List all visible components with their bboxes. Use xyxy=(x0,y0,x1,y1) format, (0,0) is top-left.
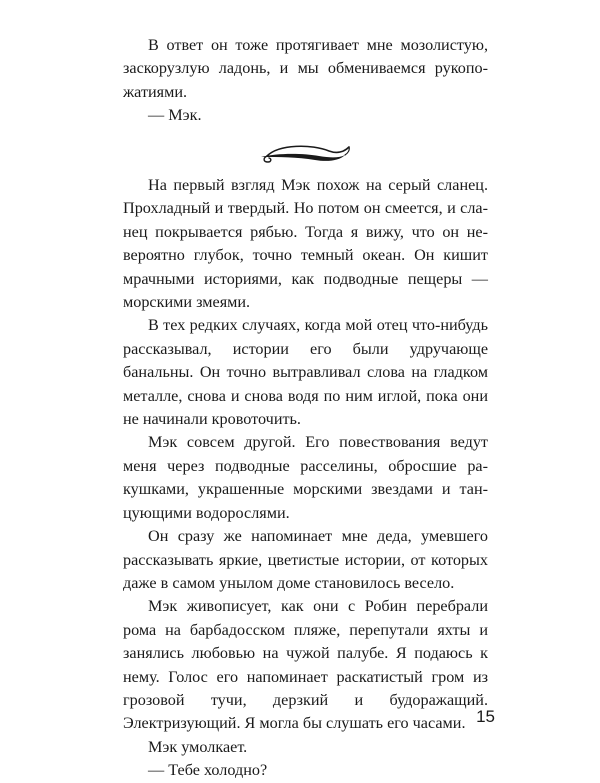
paragraph: В ответ он тоже протягивает мне мозолистую, заскорузлую ладонь, и мы обмениваемся рукопожатиями. xyxy=(123,36,488,101)
text-block-top xyxy=(123,34,488,128)
text-block-main xyxy=(123,174,488,783)
paragraph: Мэк умолкает. xyxy=(148,737,248,756)
paragraph: Мэк совсем другой. Его повествования ведут меня через подводные расселины, обросшие ракушками, украшенные морскими звездами и танцующими водорослями. xyxy=(123,433,488,522)
paragraph: Он сразу же напоминает мне деда, умевшего рассказывать яркие, цветистые истории, от которых даже в самом унылом доме становилось весело. xyxy=(123,527,488,592)
paragraph: Мэк живописует, как они с Робин перебрали рома на барбадосском пляже, перепутали яхты и занялись любовью на чужой палубе. Я подаюсь к нему. Голос его напоминает раскатистый гром из грозовой тучи, дерзкий и будоражащий. Электризующий. Я могла бы слушать его часами. xyxy=(123,597,488,733)
paragraph: В тех редких случаях, когда мой отец что-нибудь рассказывал, истории его были удручающе банальны. Он точно вытравливал слова на гладком металле, снова и снова водя по ним иглой, пока они не начинали кровоточить. xyxy=(123,316,488,429)
paragraph: На первый взгляд Мэк похож на серый сланец. Прохладный и твердый. Но потом он смеется, и слaнец покрывается рябью. Тогда я вижу, что он невероятно глубок, точно темный океан. Он кишит мрачными историями, как подводные пещеры — морскими змеями. xyxy=(123,176,488,312)
flourish-divider-icon xyxy=(257,142,353,166)
paragraph: — Тебе холодно? xyxy=(148,761,268,780)
page-number: 15 xyxy=(476,707,495,726)
paragraph: — Мэк. xyxy=(148,106,202,125)
